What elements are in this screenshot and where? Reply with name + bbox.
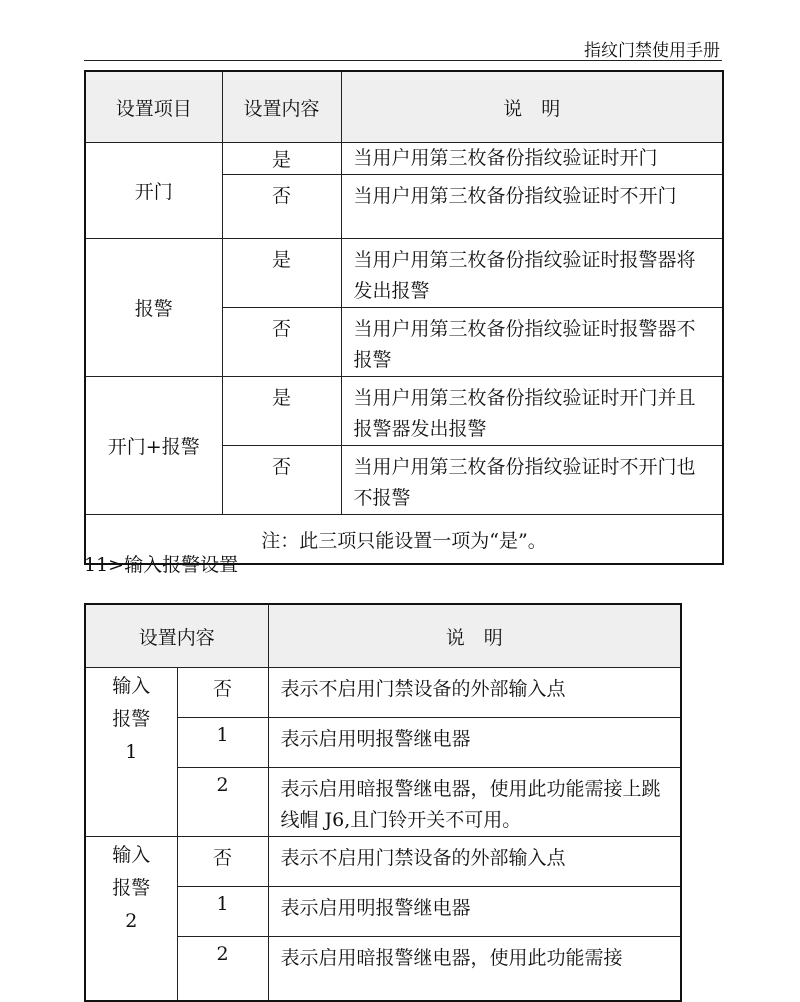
col-header-desc: 说 明 [268, 604, 681, 668]
group-item-open: 开门 [85, 143, 222, 239]
row-desc: 当用户用第三枚备份指纹验证时不开门也不报警 [341, 446, 723, 515]
group-item-line: 2 [125, 910, 138, 932]
table-header-row [85, 71, 723, 143]
row-desc: 表示不启用门禁设备的外部输入点 [268, 837, 681, 887]
row-value: 否 [222, 175, 341, 239]
col-header-value: 设置内容 [222, 71, 341, 143]
group-item-line: 报警 [112, 877, 151, 899]
row-value: 2 [177, 768, 268, 837]
row-desc: 当用户用第三枚备份指纹验证时报警器不报警 [341, 308, 723, 377]
group-item-input-alarm-2 [85, 837, 177, 1001]
header-rule [84, 60, 722, 61]
row-desc: 表示启用暗报警继电器，使用此功能需接 [268, 937, 681, 1001]
row-value: 是 [222, 143, 341, 175]
group-item-line: 报警 [112, 708, 151, 730]
page-header-title: 指纹门禁使用手册 [584, 41, 720, 61]
options-table [84, 70, 724, 565]
group-item-open-alarm: 开门+报警 [85, 377, 222, 515]
row-value: 否 [177, 837, 268, 887]
input-alarm-table [84, 603, 682, 1002]
group-item-line: 1 [125, 741, 138, 763]
row-value: 1 [177, 718, 268, 768]
group-item-alarm: 报警 [85, 239, 222, 377]
table-row [85, 377, 723, 446]
row-value: 否 [222, 308, 341, 377]
group-item-line: 输入 [112, 844, 151, 866]
section-title: 11>输入报警设置 [84, 554, 239, 576]
col-header-item: 设置项目 [85, 71, 222, 143]
row-desc: 表示不启用门禁设备的外部输入点 [268, 668, 681, 718]
row-value: 是 [222, 377, 341, 446]
row-value: 1 [177, 887, 268, 937]
row-desc: 表示启用明报警继电器 [268, 887, 681, 937]
col-header-setting: 设置内容 [85, 604, 268, 668]
group-item-line: 输入 [112, 675, 151, 697]
row-desc: 当用户用第三枚备份指纹验证时开门并且报警器发出报警 [341, 377, 723, 446]
group-item-input-alarm-1 [85, 668, 177, 837]
table-row [85, 668, 681, 718]
table-row [85, 143, 723, 175]
table-row [85, 837, 681, 887]
table-row [85, 239, 723, 308]
row-value: 2 [177, 937, 268, 1001]
row-desc: 当用户用第三枚备份指纹验证时报警器将发出报警 [341, 239, 723, 308]
row-desc: 表示启用明报警继电器 [268, 718, 681, 768]
table-header-row [85, 604, 681, 668]
row-value: 是 [222, 239, 341, 308]
row-value: 否 [222, 446, 341, 515]
col-header-desc: 说 明 [341, 71, 723, 143]
row-desc: 当用户用第三枚备份指纹验证时不开门 [341, 175, 723, 239]
row-value: 否 [177, 668, 268, 718]
row-desc: 当用户用第三枚备份指纹验证时开门 [341, 143, 723, 175]
table-note: 注：此三项只能设置一项为“是”。 [85, 515, 723, 565]
row-desc: 表示启用暗报警继电器，使用此功能需接上跳线帽 J6,且门铃开关不可用。 [268, 768, 681, 837]
